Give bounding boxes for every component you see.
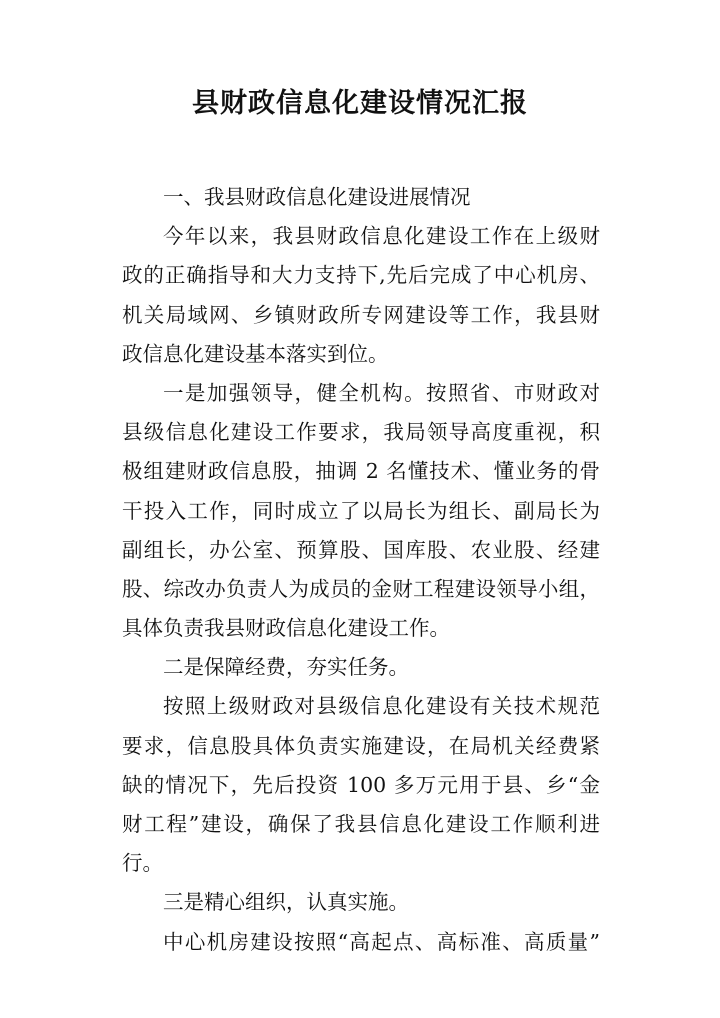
text-line: 二是保障经费，夯实任务。	[163, 655, 409, 680]
text-line: 中心机房建设按照“高起点、高标准、高质量”	[163, 929, 600, 954]
text-line: 干投入工作，同时成立了以局长为组长、副局长为	[122, 498, 600, 523]
document-body	[122, 178, 600, 962]
text-line: 按照上级财政对县级信息化建设有关技术规范	[163, 694, 600, 719]
text-line: 财工程”建设，确保了我县信息化建设工作顺利进	[122, 812, 600, 836]
text-line: 一、我县财政信息化建设进展情况	[163, 185, 471, 209]
text-line: 三是精心组织，认真实施。	[163, 890, 409, 915]
text-line: 县级信息化建设工作要求，我局领导高度重视，积	[122, 420, 600, 445]
text-line: 副组长，办公室、预算股、国库股、农业股、经建	[122, 537, 600, 562]
text-line: 政的正确指导和大力支持下,先后完成了中心机房、	[122, 263, 600, 288]
text-line: 机关局域网、乡镇财政所专网建设等工作，我县财	[122, 302, 600, 327]
text-line: 行。	[122, 851, 163, 876]
text-line: 股、综改办负责人为成员的金财工程建设领导小组，	[122, 576, 600, 601]
text-line: 极组建财政信息股，抽调 2 名懂技术、懂业务的骨	[122, 459, 600, 484]
text-line: 具体负责我县财政信息化建设工作。	[122, 616, 450, 641]
document-title: 县财政信息化建设情况汇报	[192, 88, 528, 119]
text-line: 缺的情况下，先后投资 100 多万元用于县、乡“金	[122, 772, 600, 797]
text-line: 要求，信息股具体负责实施建设，在局机关经费紧	[122, 733, 600, 758]
text-line: 政信息化建设基本落实到位。	[122, 341, 389, 366]
text-line: 今年以来，我县财政信息化建设工作在上级财	[163, 224, 600, 249]
text-line: 一是加强领导，健全机构。按照省、市财政对	[163, 380, 600, 405]
